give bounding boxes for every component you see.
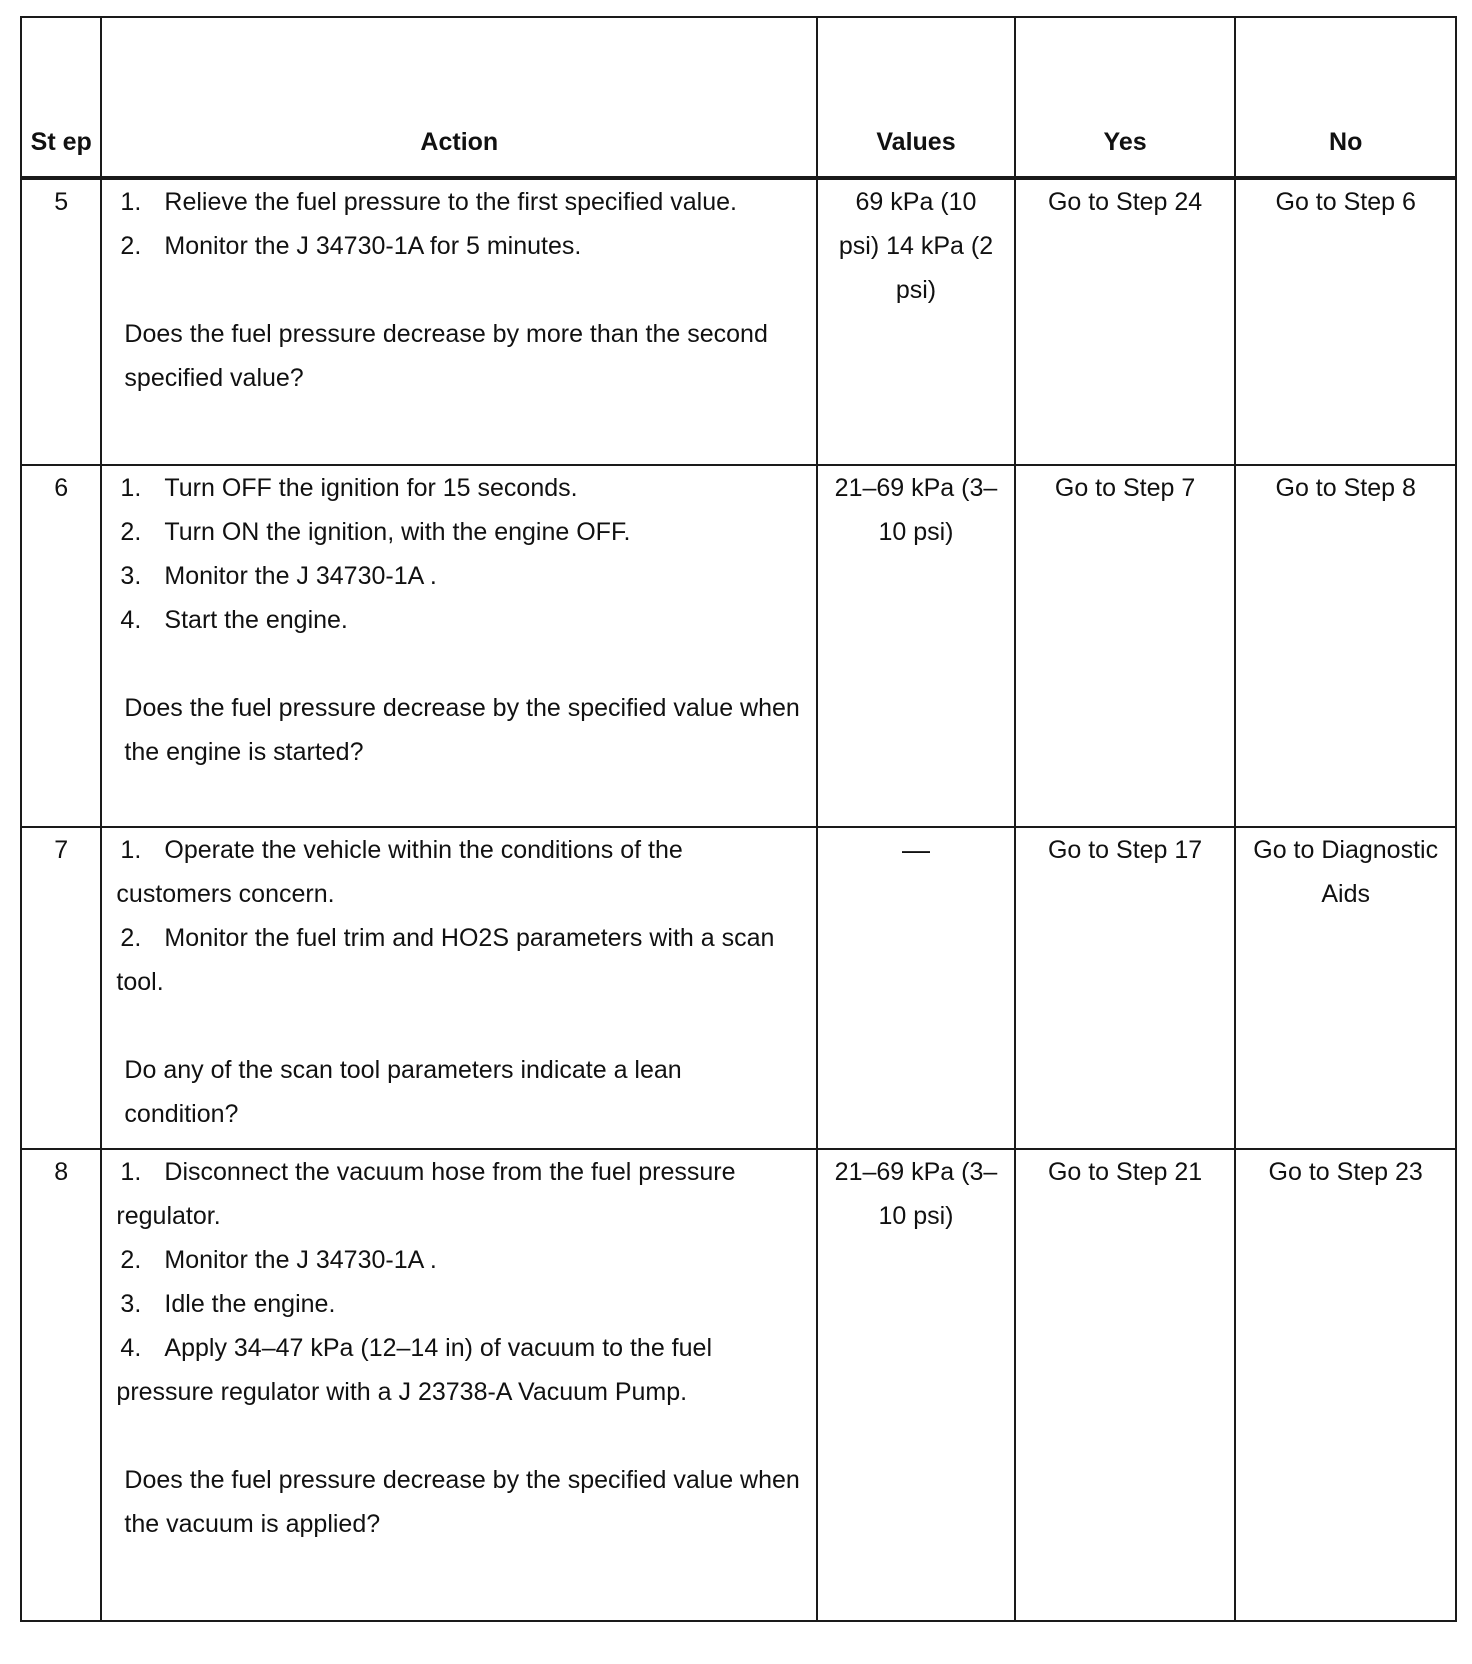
table-row bbox=[21, 827, 1456, 1149]
action-item: 1. Disconnect the vacuum hose from the fuel pressure regulator. bbox=[116, 1158, 736, 1230]
step-number: 6 bbox=[21, 465, 101, 827]
step-number: 7 bbox=[21, 827, 101, 1149]
action-item: 1. Relieve the fuel pressure to the first specified value. bbox=[120, 188, 737, 216]
header-action: Action bbox=[101, 17, 817, 178]
action-item: 3. Idle the engine. bbox=[120, 1290, 336, 1318]
action-item: 2. Monitor the J 34730-1A for 5 minutes. bbox=[120, 232, 582, 260]
no-cell: Go to Diagnostic Aids bbox=[1235, 827, 1456, 1149]
question: Does the fuel pressure decrease by the specified value when the engine is started? bbox=[124, 694, 800, 766]
question: Do any of the scan tool parameters indicate a lean condition? bbox=[124, 1056, 682, 1128]
action-cell bbox=[101, 465, 817, 827]
table-row bbox=[21, 465, 1456, 827]
yes-cell: Go to Step 21 bbox=[1015, 1149, 1236, 1621]
diagnostic-table bbox=[20, 16, 1457, 1622]
values-cell: — bbox=[817, 827, 1015, 1149]
table-row bbox=[21, 1149, 1456, 1621]
table-row bbox=[21, 178, 1456, 465]
step-number: 8 bbox=[21, 1149, 101, 1621]
action-cell bbox=[101, 1149, 817, 1621]
no-cell: Go to Step 23 bbox=[1235, 1149, 1456, 1621]
header-values: Values bbox=[817, 17, 1015, 178]
values-cell: 21–69 kPa (3–10 psi) bbox=[817, 1149, 1015, 1621]
header-row bbox=[21, 17, 1456, 178]
yes-cell: Go to Step 24 bbox=[1015, 178, 1236, 465]
action-item: 4. Apply 34–47 kPa (12–14 in) of vacuum to the fuel pressure regulator with a J 23738-A Vacuum Pump. bbox=[116, 1334, 712, 1406]
action-item: 3. Monitor the J 34730-1A . bbox=[120, 562, 437, 590]
action-item: 1. Operate the vehicle within the conditions of the customers concern. bbox=[116, 836, 683, 908]
step-number: 5 bbox=[21, 178, 101, 465]
action-item: 4. Start the engine. bbox=[120, 606, 348, 634]
no-cell: Go to Step 6 bbox=[1235, 178, 1456, 465]
no-cell: Go to Step 8 bbox=[1235, 465, 1456, 827]
yes-cell: Go to Step 17 bbox=[1015, 827, 1236, 1149]
action-cell bbox=[101, 178, 817, 465]
action-cell bbox=[101, 827, 817, 1149]
question: Does the fuel pressure decrease by the specified value when the vacuum is applied? bbox=[124, 1466, 800, 1538]
action-item: 2. Turn ON the ignition, with the engine OFF. bbox=[120, 518, 631, 546]
yes-cell: Go to Step 7 bbox=[1015, 465, 1236, 827]
action-item: 2. Monitor the J 34730-1A . bbox=[120, 1246, 437, 1274]
action-item: 1. Turn OFF the ignition for 15 seconds. bbox=[120, 474, 578, 502]
values-cell: 69 kPa (10 psi) 14 kPa (2 psi) bbox=[817, 178, 1015, 465]
values-cell: 21–69 kPa (3–10 psi) bbox=[817, 465, 1015, 827]
header-no: No bbox=[1235, 17, 1456, 178]
action-item: 2. Monitor the fuel trim and HO2S parameters with a scan tool. bbox=[116, 924, 775, 996]
header-step: St ep bbox=[21, 17, 101, 178]
question: Does the fuel pressure decrease by more than the second specified value? bbox=[124, 320, 768, 392]
header-yes: Yes bbox=[1015, 17, 1236, 178]
